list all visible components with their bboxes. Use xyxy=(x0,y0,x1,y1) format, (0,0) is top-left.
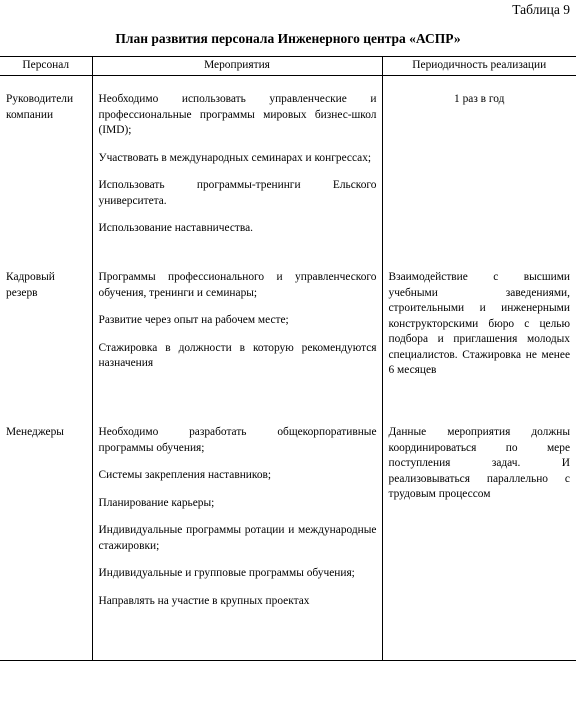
activity-item: Необходимо разработать общекорпоративные программы обучения; xyxy=(98,426,377,454)
frequency-text: 1 раз в год xyxy=(454,93,505,105)
table-header-row xyxy=(0,57,576,76)
development-plan-table xyxy=(0,56,576,661)
personnel-cell xyxy=(0,413,92,661)
personnel-label: Менеджеры xyxy=(6,426,64,438)
activity-item: Использование наставничества. xyxy=(98,222,253,234)
table-row xyxy=(0,260,576,413)
activity-item: Планирование карьеры; xyxy=(98,496,215,509)
frequency-cell xyxy=(382,76,576,261)
personnel-label: Руководители компании xyxy=(6,93,74,121)
activities-cell xyxy=(92,413,382,661)
personnel-label: Кадровый резерв xyxy=(6,271,55,299)
activity-item: Участвовать в международных семинарах и конгрессах; xyxy=(98,151,372,164)
personnel-cell xyxy=(0,76,92,261)
personnel-cell xyxy=(0,260,92,413)
header-personnel: Персонал xyxy=(0,57,92,76)
activity-item: Индивидуальные и групповые программы обучения; xyxy=(98,567,355,579)
activity-item: Необходимо использовать управленческие и профессиональные программы мировых бизнес-школ (IMD); xyxy=(98,93,377,136)
activity-item: Направлять на участие в крупных проектах xyxy=(98,594,310,607)
activity-item: Развитие через опыт на рабочем месте; xyxy=(98,314,289,326)
header-frequency: Периодичность реализации xyxy=(382,57,576,76)
frequency-text: Данные мероприятия должны координироваться по мере поступления задач. И реализовываться параллельно с трудовым процессом xyxy=(388,426,570,500)
activity-item: Программы профессионального и управленческого обучения, тренинги и семинары; xyxy=(98,271,377,299)
activity-item: Использовать программы-тренинги Ельского университета. xyxy=(98,179,377,207)
activity-item: Стажировка в должности в которую рекомендуются назначения xyxy=(98,341,377,369)
document-title: План развития персонала Инженерного центра «АСПР» xyxy=(115,31,461,46)
table-row xyxy=(0,413,576,661)
table-row xyxy=(0,76,576,261)
header-activities: Мероприятия xyxy=(92,57,382,76)
activity-item: Системы закрепления наставников; xyxy=(98,469,272,481)
frequency-cell xyxy=(382,413,576,661)
activities-cell xyxy=(92,260,382,413)
frequency-text: Взаимодействие с высшими учебными заведениями, строительными и инженерными конструкторскими бюро с целью подбора и приглашения молодых специалистов. Стажировка не менее 6 месяцев xyxy=(388,271,570,376)
frequency-cell xyxy=(382,260,576,413)
activities-cell xyxy=(92,76,382,261)
table-number: Таблица 9 xyxy=(512,2,570,17)
activity-item: Индивидуальные программы ротации и международные стажировки; xyxy=(98,524,377,552)
